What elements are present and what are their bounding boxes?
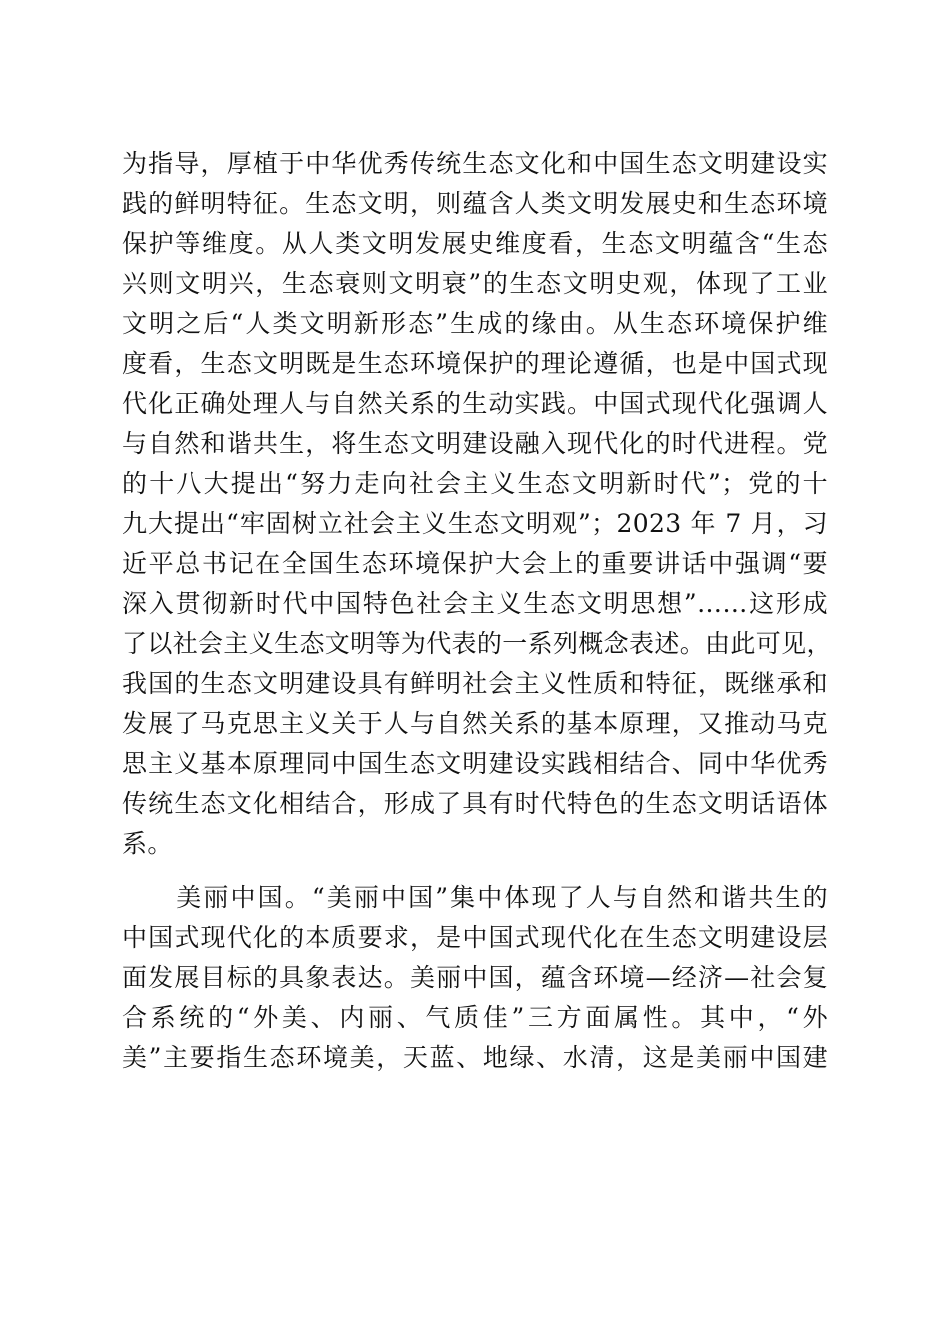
text-line: 兴则文明兴，生态衰则文明衰”的生态文明史观，体现了工业 <box>122 269 828 298</box>
text-line: 度看，生态文明既是生态环境保护的理论遵循，也是中国式现 <box>122 349 828 378</box>
text-line: 践的鲜明特征。生态文明，则蕴含人类文明发展史和生态环境 <box>122 189 828 218</box>
text-line: 为指导，厚植于中华优秀传统生态文化和中国生态文明建设实 <box>122 149 828 178</box>
paragraph-beautiful-china <box>122 878 828 1078</box>
text-line: 我国的生态文明建设具有鲜明社会主义性质和特征，既继承和 <box>122 669 828 698</box>
text-line: 传统生态文化相结合，形成了具有时代特色的生态文明话语体 <box>122 789 828 818</box>
body-text <box>122 144 832 1078</box>
text-line: 的十八大提出“努力走向社会主义生态文明新时代”；党的十 <box>122 469 828 498</box>
text-line: 保护等维度。从人类文明发展史维度看，生态文明蕴含“生态 <box>122 229 828 258</box>
paragraph-gap <box>122 864 828 878</box>
text-line: 合系统的“外美、内丽、气质佳”三方面属性。其中，“外 <box>122 1003 828 1032</box>
text-line: 了以社会主义生态文明等为代表的一系列概念表述。由此可见， <box>122 629 832 658</box>
text-line: 近平总书记在全国生态环境保护大会上的重要讲话中强调“要 <box>122 549 828 578</box>
text-line: 九大提出“牢固树立社会主义生态文明观”；2023 年 7 月，习 <box>122 509 828 538</box>
text-line: 美”主要指生态环境美，天蓝、地绿、水清，这是美丽中国建 <box>122 1043 828 1072</box>
text-line: 文明之后“人类文明新形态”生成的缘由。从生态环境保护维 <box>122 309 828 338</box>
text-line: 中国式现代化的本质要求，是中国式现代化在生态文明建设层 <box>122 923 828 952</box>
text-line: 美丽中国。“美丽中国”集中体现了人与自然和谐共生的 <box>122 883 828 912</box>
text-line: 系。 <box>122 829 173 858</box>
paragraph-ecological-civilization <box>122 144 832 864</box>
text-line: 发展了马克思主义关于人与自然关系的基本原理，又推动马克 <box>122 709 828 738</box>
text-line: 与自然和谐共生，将生态文明建设融入现代化的时代进程。党 <box>122 429 828 458</box>
text-line: 思主义基本原理同中国生态文明建设实践相结合、同中华优秀 <box>122 749 828 778</box>
text-line: 面发展目标的具象表达。美丽中国，蕴含环境—经济—社会复 <box>122 963 828 992</box>
text-line: 深入贯彻新时代中国特色社会主义生态文明思想”……这形成 <box>122 589 828 618</box>
text-line: 代化正确处理人与自然关系的生动实践。中国式现代化强调人 <box>122 389 828 418</box>
